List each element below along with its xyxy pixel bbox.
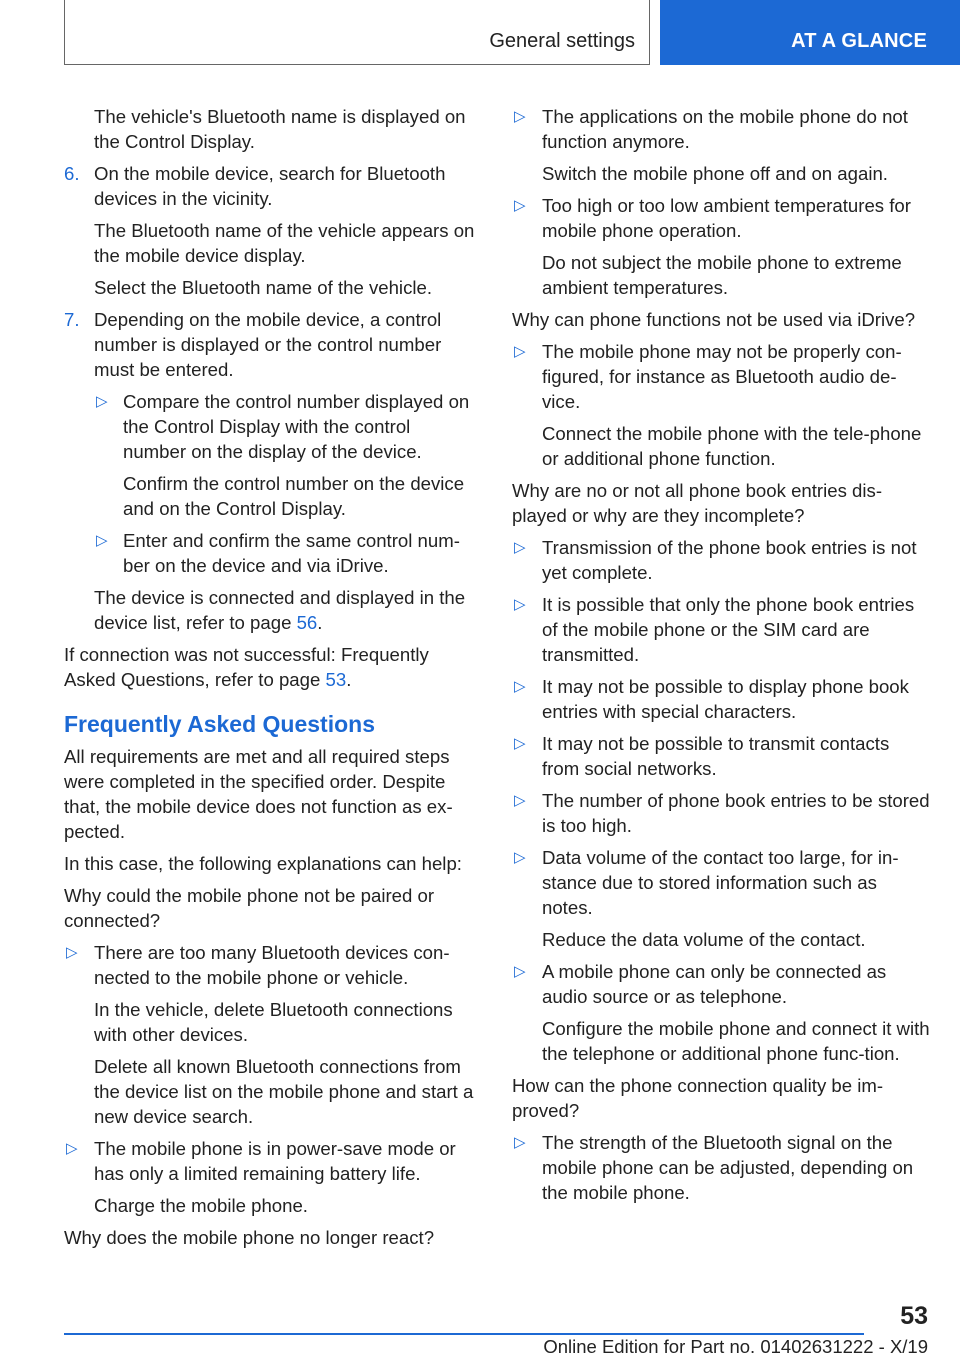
bullet-triangle-icon: ▷	[514, 849, 526, 866]
paragraph: Do not subject the mobile phone to extreme ambient temperatures.	[542, 252, 902, 298]
bullet-triangle-icon: ▷	[514, 1134, 526, 1151]
step-number: 7.	[64, 309, 80, 330]
bullet-text: The mobile phone is in power-save mode or has only a limited remaining battery life.	[94, 1138, 456, 1184]
bullet-item	[512, 339, 930, 414]
chapter-tab[interactable]	[660, 0, 960, 65]
bullet-triangle-icon: ▷	[514, 197, 526, 214]
bullet-triangle-icon: ▷	[514, 539, 526, 556]
question: How can the phone connection quality be im-proved?	[512, 1075, 884, 1121]
bullet-text: The applications on the mobile phone do not function anymore.	[542, 106, 908, 152]
section-heading: Frequently Asked Questions	[64, 711, 375, 737]
bullet-triangle-icon: ▷	[96, 532, 108, 549]
bullet-text: The number of phone book entries to be stored is too high.	[542, 790, 930, 836]
right-column	[512, 104, 930, 1212]
bullet-text: A mobile phone can only be connected as audio source or as telephone.	[542, 961, 887, 1007]
bullet-triangle-icon: ▷	[66, 944, 78, 961]
step-6	[64, 161, 478, 211]
not-success-text: If connection was not successful: Frequently Asked Questions, refer to page	[64, 644, 429, 690]
paragraph: Reduce the data volume of the contact.	[542, 929, 866, 950]
paragraph: The device is connected and displayed in the device list, refer to page 56.	[94, 587, 466, 633]
bullet-text: It may not be possible to transmit contacts from social networks.	[542, 733, 890, 779]
bullet-text: It may not be possible to display phone book entries with special characters.	[542, 676, 909, 722]
bullet-text: Data volume of the contact too large, for in-stance due to stored information such as notes.	[542, 847, 899, 918]
page-link-56[interactable]: 56	[296, 612, 318, 633]
step-text: On the mobile device, search for Bluetooth devices in the vicinity.	[94, 163, 446, 209]
bullet-triangle-icon: ▷	[514, 343, 526, 360]
paragraph: Charge the mobile phone.	[94, 1195, 308, 1216]
chapter-tab-label: AT A GLANCE	[791, 30, 927, 52]
bullet-triangle-icon: ▷	[514, 963, 526, 980]
paragraph: If connection was not successful: Frequently Asked Questions, refer to page 53.	[64, 644, 429, 690]
bullet-text: Too high or too low ambient temperatures for mobile phone operation.	[542, 195, 911, 241]
paragraph: Select the Bluetooth name of the vehicle.	[94, 277, 433, 298]
paragraph: In this case, the following explanations can help:	[64, 853, 462, 874]
page-number: 53	[900, 1302, 928, 1330]
paragraph: All requirements are met and all required steps were completed in the specified order. Despite that, the mobile device does not function as ex-pected.	[64, 746, 453, 842]
bullet-item	[512, 788, 930, 838]
bullet-item	[512, 535, 930, 585]
bullet-text: Compare the control number displayed on the Control Display with the control number on the display of the device.	[123, 391, 470, 462]
bullet-triangle-icon: ▷	[96, 393, 108, 410]
paragraph: Delete all known Bluetooth connections from the device list on the mobile phone and start a new device search.	[94, 1056, 474, 1127]
footer-edition: Online Edition for Part no. 01402631222 - X/19	[543, 1336, 928, 1357]
paragraph: The vehicle's Bluetooth name is displayed on the Control Display.	[94, 106, 466, 152]
paragraph: Confirm the control number on the device and on the Control Display.	[123, 473, 465, 519]
bullet-text: The mobile phone may not be properly con-figured, for instance as Bluetooth audio de-vice.	[542, 341, 902, 412]
bullet-triangle-icon: ▷	[514, 108, 526, 125]
bullet-item	[512, 592, 930, 667]
bullet-item	[512, 959, 930, 1009]
bullet-triangle-icon: ▷	[66, 1140, 78, 1157]
connected-text: The device is connected and displayed in the device list, refer to page	[94, 587, 466, 633]
bullet-item	[64, 1136, 478, 1186]
bullet-item	[64, 389, 478, 464]
step-7	[64, 307, 478, 382]
footer-divider	[64, 1333, 864, 1335]
bullet-text: The strength of the Bluetooth signal on the mobile phone can be adjusted, depending on the mobile phone.	[542, 1132, 914, 1203]
question: Why are no or not all phone book entries dis-played or why are they incomplete?	[512, 480, 883, 526]
section-title: General settings	[489, 30, 635, 52]
bullet-item	[512, 193, 930, 243]
bullet-item	[64, 528, 478, 578]
bullet-item	[64, 940, 478, 990]
paragraph: In the vehicle, delete Bluetooth connections with other devices.	[94, 999, 453, 1045]
paragraph: Switch the mobile phone off and on again.	[542, 163, 888, 184]
paragraph: Connect the mobile phone with the tele-phone or additional phone function.	[542, 423, 922, 469]
bullet-item	[512, 104, 930, 154]
left-column	[64, 104, 478, 1257]
bullet-text: Enter and confirm the same control num-ber on the device and via iDrive.	[123, 530, 460, 576]
question: Why does the mobile phone no longer react?	[64, 1227, 435, 1248]
bullet-item	[512, 845, 930, 920]
header-section-box	[64, 0, 650, 65]
bullet-text: Transmission of the phone book entries is not yet complete.	[542, 537, 917, 583]
step-text: Depending on the mobile device, a control number is displayed or the control number must be entered.	[94, 309, 442, 380]
bullet-triangle-icon: ▷	[514, 735, 526, 752]
bullet-item	[512, 1130, 930, 1205]
paragraph: Configure the mobile phone and connect it with the telephone or additional phone func-tion.	[542, 1018, 930, 1064]
bullet-item	[512, 731, 930, 781]
bullet-item	[512, 674, 930, 724]
page-link-53[interactable]: 53	[325, 669, 347, 690]
bullet-text: It is possible that only the phone book entries of the mobile phone or the SIM card are transmitted.	[542, 594, 915, 665]
question: Why can phone functions not be used via iDrive?	[512, 309, 916, 330]
bullet-triangle-icon: ▷	[514, 792, 526, 809]
question: Why could the mobile phone not be paired or connected?	[64, 885, 435, 931]
step-number: 6.	[64, 163, 80, 184]
bullet-triangle-icon: ▷	[514, 596, 526, 613]
bullet-triangle-icon: ▷	[514, 678, 526, 695]
bullet-text: There are too many Bluetooth devices con-nected to the mobile phone or vehicle.	[94, 942, 450, 988]
paragraph: The Bluetooth name of the vehicle appears on the mobile device display.	[94, 220, 475, 266]
